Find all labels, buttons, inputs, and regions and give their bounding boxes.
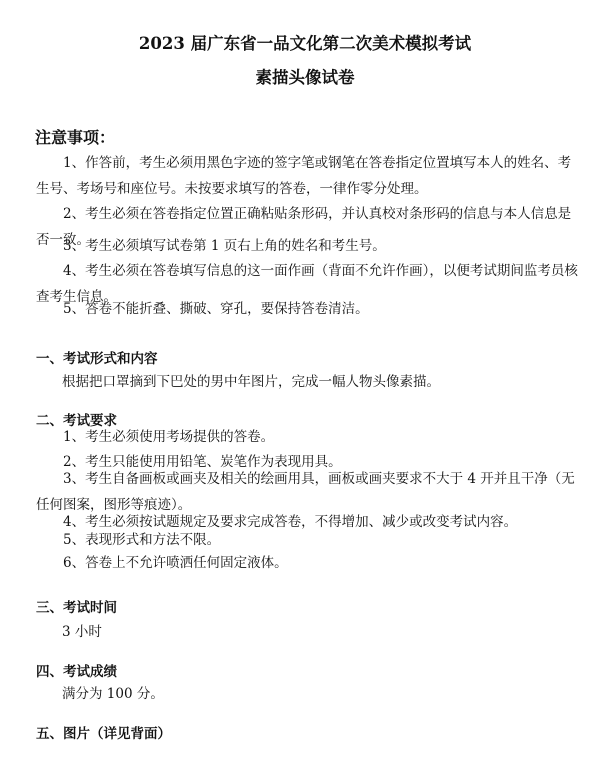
requirement-item: 1、考生必须使用考场提供的答卷。 [63, 429, 275, 445]
section-heading: 三、考试时间 [36, 600, 117, 616]
requirement-item: 3、考生自备画板或画夹及相关的绘画用具，画板或画夹要求不大于 4 开并且干净（无任何图案，图形等痕迹）。 [36, 471, 575, 513]
notice-item: 4、考生必须在答卷填写信息的这一面作画（背面不允许作画），以便考试期间监考员核查考生信息。 [36, 263, 578, 305]
section-text: 3 小时 [62, 624, 102, 640]
notice-item: 1、作答前，考生必须用黑色字迹的签字笔或钢笔在答卷指定位置填写本人的姓名、考生号、考场号和座位号。未按要求填写的答卷，一律作零分处理。 [36, 155, 572, 197]
notice-item: 2、考生必须在答卷指定位置正确粘贴条形码，并认真校对条形码的信息与本人信息是否一致。 [36, 206, 572, 248]
exam-title: 2023 届广东省一品文化第二次美术模拟考试 [138, 34, 472, 53]
section-heading: 二、考试要求 [36, 413, 117, 429]
notice-item: 5、答卷不能折叠、撕破、穿孔，要保持答卷清洁。 [63, 301, 369, 317]
section-heading: 五、图片（详见背面） [36, 726, 171, 742]
requirement-item: 5、表现形式和方法不限。 [63, 532, 221, 548]
section-text: 满分为 100 分。 [62, 686, 164, 702]
section-heading: 一、考试形式和内容 [36, 351, 158, 367]
exam-subtitle: 素描头像试卷 [255, 68, 355, 87]
requirement-item: 6、答卷上不允许喷洒任何固定液体。 [63, 555, 288, 571]
requirement-item: 4、考生必须按试题规定及要求完成答卷，不得增加、减少或改变考试内容。 [63, 514, 518, 530]
section-heading: 四、考试成绩 [36, 664, 117, 680]
requirement-item: 2、考生只能使用用铅笔、炭笔作为表现用具。 [63, 454, 342, 470]
section-text: 根据把口罩摘到下巴处的男中年图片，完成一幅人物头像素描。 [62, 374, 440, 390]
notice-heading: 注意事项： [35, 128, 116, 147]
notice-item: 3、考生必须填写试卷第 1 页右上角的姓名和考生号。 [63, 238, 386, 254]
